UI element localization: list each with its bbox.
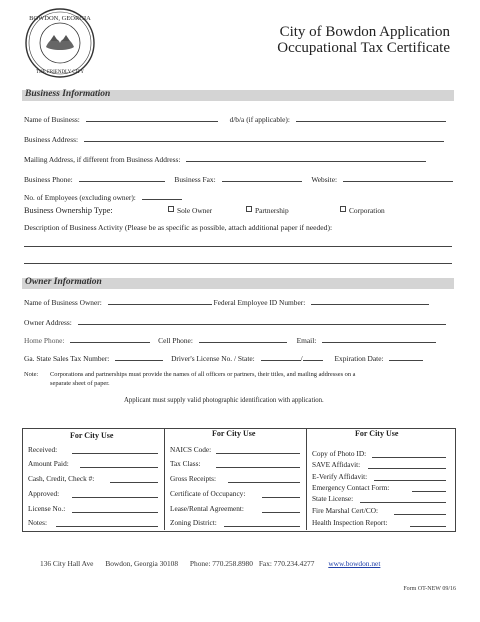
received-label: Received: <box>28 445 58 454</box>
payment-row <box>28 474 94 483</box>
notes-row <box>28 518 47 527</box>
home-phone-field[interactable] <box>70 334 150 343</box>
lease-field[interactable] <box>262 512 300 513</box>
emergency-contact-field[interactable] <box>412 491 446 492</box>
tax-class-label: Tax Class: <box>170 459 201 468</box>
license-no-row <box>28 504 65 513</box>
amount-row <box>28 459 69 468</box>
occupancy-row <box>170 489 245 498</box>
naics-row <box>170 445 211 454</box>
emergency-row <box>312 483 389 492</box>
business-phone-row <box>24 173 453 184</box>
health-inspection-field[interactable] <box>410 526 446 527</box>
city-use-divider-2 <box>306 428 307 530</box>
received-field[interactable] <box>72 453 158 454</box>
footer-phone: Phone: 770.258.8980 <box>189 559 253 568</box>
zoning-row <box>170 518 217 527</box>
svg-text:BOWDON, GEORGIA: BOWDON, GEORGIA <box>29 15 91 22</box>
ownership-partnership[interactable] <box>246 206 289 215</box>
sales-tax-label: Ga. State Sales Tax Number: <box>24 354 110 363</box>
license-number-field[interactable] <box>261 352 301 361</box>
business-address-label: Business Address: <box>24 135 78 144</box>
fire-marshal-row <box>312 506 378 515</box>
email-label: Email: <box>296 336 317 345</box>
note <box>24 370 38 379</box>
email-field[interactable] <box>322 334 436 343</box>
note-text-line-2: separate sheet of paper. <box>50 380 110 387</box>
footer-fax: Fax: 770.234.4277 <box>258 559 315 568</box>
amount-paid-label: Amount Paid: <box>28 459 69 468</box>
footer-city: Bowdon, Georgia 30108 <box>105 559 179 568</box>
emergency-contact-label: Emergency Contact Form: <box>312 483 390 492</box>
sales-tax-field[interactable] <box>115 352 163 361</box>
lease-label: Lease/Rental Agreement: <box>170 504 244 513</box>
payment-method-label: Cash, Credit, Check #: <box>28 474 95 483</box>
owner-address-label: Owner Address: <box>24 318 72 327</box>
health-inspection-label: Health Inspection Report: <box>312 518 388 527</box>
business-name-field[interactable] <box>86 113 218 122</box>
sole-owner-label: Sole Owner <box>177 206 213 215</box>
dba-label: d/b/a (if applicable): <box>229 115 290 124</box>
ownership-label: Business Ownership Type: <box>24 206 113 215</box>
federal-id-label: Federal Employee ID Number: <box>213 298 306 307</box>
sole-owner-checkbox[interactable] <box>168 206 174 212</box>
svg-text:THE FRIENDLY CITY: THE FRIENDLY CITY <box>36 70 84 75</box>
naics-label: NAICS Code: <box>170 445 212 454</box>
description-line-1[interactable] <box>24 246 452 247</box>
photo-id-label: Copy of Photo ID: <box>312 449 367 458</box>
approved-field[interactable] <box>72 497 158 498</box>
owner-phone-row <box>24 334 436 345</box>
ownership-sole[interactable] <box>168 206 212 215</box>
employees-label: No. of Employees (excluding owner): <box>24 193 136 202</box>
save-affidavit-field[interactable] <box>368 468 446 469</box>
license-state-field[interactable] <box>303 352 323 361</box>
naics-field[interactable] <box>216 453 300 454</box>
business-name-row <box>24 113 446 124</box>
business-address-row <box>24 133 444 144</box>
zoning-label: Zoning District: <box>170 518 217 527</box>
approved-row <box>28 489 59 498</box>
owner-name-field[interactable] <box>108 296 212 305</box>
business-info-header <box>22 90 454 101</box>
state-license-row <box>312 494 353 503</box>
mailing-address-label: Mailing Address, if different from Business Address: <box>24 155 181 164</box>
corporation-checkbox[interactable] <box>340 206 346 212</box>
business-name-label: Name of Business: <box>24 115 80 124</box>
expiration-field[interactable] <box>389 352 423 361</box>
ownership-row <box>24 206 113 215</box>
owner-name-label: Name of Business Owner: <box>24 298 102 307</box>
city-use-divider-1 <box>164 428 165 530</box>
corporation-label: Corporation <box>349 206 385 215</box>
home-phone-label: Home Phone: <box>24 336 65 345</box>
business-address-field[interactable] <box>84 133 444 142</box>
received-row <box>28 445 57 454</box>
ownership-corporation[interactable] <box>340 206 385 215</box>
business-phone-label: Business Phone: <box>24 175 73 184</box>
health-inspection-row <box>312 518 387 527</box>
city-use-heading-3: For City Use <box>355 429 399 438</box>
gross-receipts-row <box>170 474 216 483</box>
everify-label: E-Verify Affidavit: <box>312 472 368 481</box>
owner-address-field[interactable] <box>78 316 446 325</box>
owner-info-title: Owner Information <box>25 277 102 287</box>
description-label: Description of Business Activity (Please be as specific as possible, attach additional paper if needed): <box>24 223 333 232</box>
photo-id-row <box>312 449 366 458</box>
fire-marshal-field[interactable] <box>394 514 446 515</box>
save-affidavit-label: SAVE Affidavit: <box>312 460 361 469</box>
cell-phone-label: Cell Phone: <box>158 336 193 345</box>
license-no-field[interactable] <box>72 512 158 513</box>
license-label: Driver's License No. / State: <box>171 354 255 363</box>
tax-class-field[interactable] <box>216 467 300 468</box>
tax-class-row <box>170 459 201 468</box>
note-text-line-1: Corporations and partnerships must provide the names of all officers or partners, their titles, and mailing addresses on a <box>50 371 356 378</box>
notes-field[interactable] <box>56 526 158 527</box>
employees-field[interactable] <box>142 191 182 200</box>
license-no-label: License No.: <box>28 504 66 513</box>
state-license-field[interactable] <box>360 502 446 503</box>
owner-info-header <box>22 278 454 289</box>
notes-label: Notes: <box>28 518 48 527</box>
everify-row <box>312 472 367 481</box>
note-label: Note: <box>24 371 39 378</box>
tax-license-row: Ga. State Sales Tax Number: Driver's License No. / State: / Expiration Date: <box>24 352 423 363</box>
note-text <box>50 370 356 388</box>
city-seal <box>24 7 96 79</box>
lease-row <box>170 504 244 513</box>
title-line-1: City of Bowdon Application <box>279 24 450 40</box>
owner-name-row <box>24 296 429 307</box>
occupancy-label: Certificate of Occupancy: <box>170 489 246 498</box>
footer-address: 136 City Hall Ave <box>40 559 94 568</box>
title-line-2: Occupational Tax Certificate <box>277 40 450 56</box>
business-fax-label: Business Fax: <box>174 175 216 184</box>
payment-method-field[interactable] <box>110 482 158 483</box>
website-label: Website: <box>311 175 338 184</box>
state-license-label: State License: <box>312 494 354 503</box>
gross-receipts-field[interactable] <box>228 482 300 483</box>
partnership-checkbox[interactable] <box>246 206 252 212</box>
dba-field[interactable] <box>296 113 446 122</box>
description-line-2[interactable] <box>24 263 452 264</box>
business-info-title: Business Information <box>25 89 111 99</box>
occupancy-field[interactable] <box>262 497 300 498</box>
zoning-field[interactable] <box>224 526 300 527</box>
gross-receipts-label: Gross Receipts: <box>170 474 217 483</box>
business-phone-field[interactable] <box>79 173 165 182</box>
form-id: Form OT-NEW 09/16 <box>403 586 456 592</box>
everify-field[interactable] <box>374 480 446 481</box>
id-notice: Applicant must supply valid photographic identification with application. <box>124 397 324 404</box>
mailing-address-row <box>24 153 426 164</box>
website-field[interactable] <box>343 173 453 182</box>
form-title <box>277 24 450 56</box>
save-affidavit-row <box>312 460 360 469</box>
footer <box>40 559 380 568</box>
partnership-label: Partnership <box>255 206 289 215</box>
owner-address-row <box>24 316 446 327</box>
mailing-address-field[interactable] <box>186 153 426 162</box>
city-use-heading-2: For City Use <box>212 429 256 438</box>
photo-id-field[interactable] <box>372 457 446 458</box>
footer-website-link[interactable]: www.bowdon.net <box>328 559 381 568</box>
cell-phone-field[interactable] <box>199 334 287 343</box>
employees-row <box>24 191 182 202</box>
amount-paid-field[interactable] <box>80 467 158 468</box>
business-fax-field[interactable] <box>222 173 302 182</box>
expiration-label: Expiration Date: <box>334 354 384 363</box>
fire-marshal-label: Fire Marshal Cert/CO: <box>312 506 379 515</box>
federal-id-field[interactable] <box>311 296 429 305</box>
approved-label: Approved: <box>28 489 60 498</box>
city-use-heading-1: For City Use <box>70 431 114 440</box>
